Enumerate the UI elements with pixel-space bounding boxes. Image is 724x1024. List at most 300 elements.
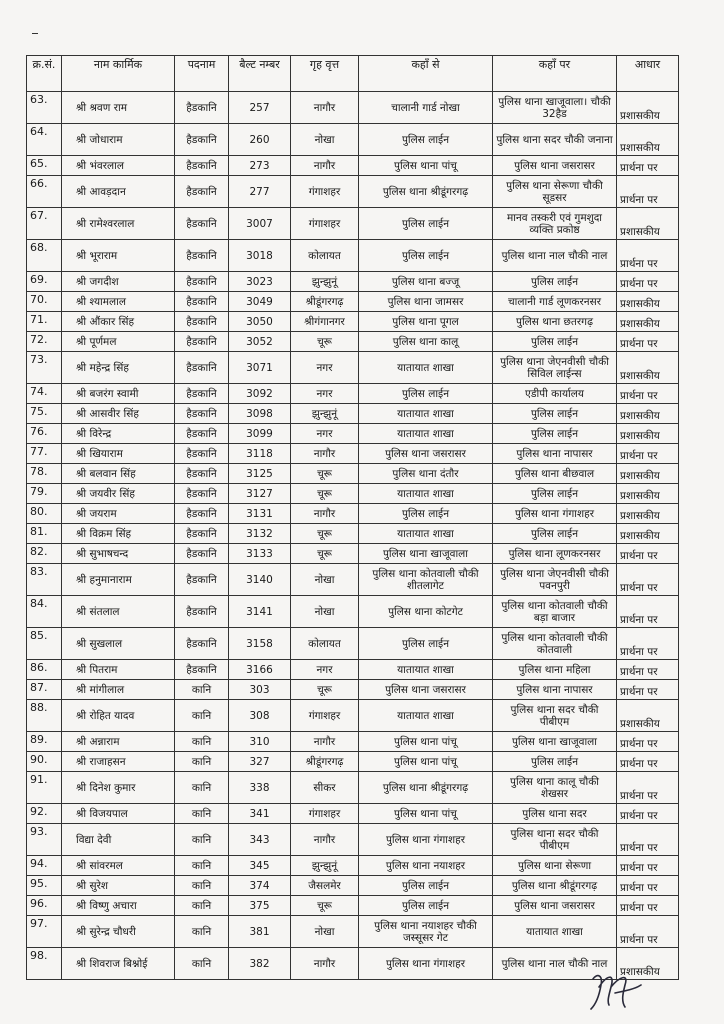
- cell-home: गंगाशहर: [291, 700, 359, 732]
- table-row: [27, 700, 679, 732]
- cell-to: पुलिस थाना गंगाशहर: [493, 504, 617, 524]
- cell-from: पुलिस थाना गंगाशहर: [359, 824, 493, 856]
- cell-post: कानि: [175, 916, 229, 948]
- cell-to: पुलिस थाना महिला: [493, 660, 617, 680]
- table-row: [27, 240, 679, 272]
- cell-basis: प्रशासकीय: [617, 504, 679, 524]
- cell-belt: 3140: [229, 564, 291, 596]
- cell-from: पुलिस थाना पांचू: [359, 156, 493, 176]
- cell-to: पुलिस थाना सदर: [493, 804, 617, 824]
- header-from: कहाँ से: [359, 56, 493, 92]
- cell-belt: 374: [229, 876, 291, 896]
- table-row: [27, 596, 679, 628]
- cell-belt: 3141: [229, 596, 291, 628]
- cell-basis: प्रार्थना पर: [617, 660, 679, 680]
- cell-to: पुलिस थाना नापासर: [493, 680, 617, 700]
- cell-from: पुलिस लाईन: [359, 896, 493, 916]
- cell-serial: 89.: [27, 732, 62, 752]
- transfer-table: [26, 55, 679, 980]
- cell-name: श्री हनुमानाराम: [62, 564, 175, 596]
- table-row: [27, 824, 679, 856]
- cell-home: नागौर: [291, 92, 359, 124]
- cell-to: चालानी गार्ड लूणकरनसर: [493, 292, 617, 312]
- cell-belt: 3099: [229, 424, 291, 444]
- cell-post: कानि: [175, 772, 229, 804]
- cell-post: हैडकानि: [175, 544, 229, 564]
- cell-home: झुन्झुनूं: [291, 404, 359, 424]
- table-row: [27, 752, 679, 772]
- cell-post: कानि: [175, 732, 229, 752]
- table-row: [27, 352, 679, 384]
- cell-to: यातायात शाखा: [493, 916, 617, 948]
- cell-basis: प्रार्थना पर: [617, 876, 679, 896]
- cell-from: पुलिस लाईन: [359, 240, 493, 272]
- cell-name: श्री सुभाषचन्द: [62, 544, 175, 564]
- scan-mark: [32, 33, 38, 34]
- cell-home: कोलायत: [291, 628, 359, 660]
- cell-post: हैडकानि: [175, 332, 229, 352]
- cell-from: पुलिस लाईन: [359, 208, 493, 240]
- cell-from: पुलिस थाना खाजूवाला: [359, 544, 493, 564]
- cell-basis: प्रार्थना पर: [617, 444, 679, 464]
- cell-basis: प्रार्थना पर: [617, 384, 679, 404]
- cell-belt: 3158: [229, 628, 291, 660]
- cell-basis: प्रार्थना पर: [617, 272, 679, 292]
- table-row: [27, 504, 679, 524]
- cell-home: श्रीगंगानगर: [291, 312, 359, 332]
- cell-to: पुलिस लाईन: [493, 332, 617, 352]
- cell-serial: 69.: [27, 272, 62, 292]
- cell-basis: प्रार्थना पर: [617, 824, 679, 856]
- cell-serial: 95.: [27, 876, 62, 896]
- cell-belt: 303: [229, 680, 291, 700]
- cell-post: हैडकानि: [175, 628, 229, 660]
- table-row: [27, 176, 679, 208]
- table-row: [27, 896, 679, 916]
- cell-name: श्री राजाहसन: [62, 752, 175, 772]
- cell-post: कानि: [175, 856, 229, 876]
- cell-post: हैडकानि: [175, 272, 229, 292]
- cell-from: यातायात शाखा: [359, 484, 493, 504]
- cell-name: श्री आसवीर सिंह: [62, 404, 175, 424]
- cell-serial: 84.: [27, 596, 62, 628]
- cell-to: पुलिस थाना सदर चौकी पीबीएम: [493, 700, 617, 732]
- cell-post: कानि: [175, 824, 229, 856]
- cell-serial: 78.: [27, 464, 62, 484]
- table-row: [27, 876, 679, 896]
- cell-from: पुलिस थाना गंगाशहर: [359, 948, 493, 980]
- cell-serial: 71.: [27, 312, 62, 332]
- cell-home: नागौर: [291, 444, 359, 464]
- cell-home: चूरू: [291, 484, 359, 504]
- cell-to: पुलिस थाना कालू चौकी शेखसर: [493, 772, 617, 804]
- cell-post: हैडकानि: [175, 240, 229, 272]
- cell-post: हैडकानि: [175, 424, 229, 444]
- table-row: [27, 272, 679, 292]
- cell-from: पुलिस थाना पांचू: [359, 752, 493, 772]
- table-row: [27, 312, 679, 332]
- cell-to: पुलिस थाना लूणकरनसर: [493, 544, 617, 564]
- cell-from: पुलिस थाना कालू: [359, 332, 493, 352]
- cell-belt: 345: [229, 856, 291, 876]
- cell-to: पुलिस थाना सेरूणा: [493, 856, 617, 876]
- cell-name: श्री बलवान सिंह: [62, 464, 175, 484]
- cell-belt: 382: [229, 948, 291, 980]
- cell-serial: 74.: [27, 384, 62, 404]
- cell-basis: प्रार्थना पर: [617, 916, 679, 948]
- table-row: [27, 564, 679, 596]
- cell-home: नगर: [291, 384, 359, 404]
- cell-name: श्री महेन्द्र सिंह: [62, 352, 175, 384]
- cell-to: पुलिस थाना नापासर: [493, 444, 617, 464]
- cell-from: पुलिस लाईन: [359, 124, 493, 156]
- cell-to: पुलिस थाना जेएनवीसी चौकी सिविल लाईन्स: [493, 352, 617, 384]
- cell-post: हैडकानि: [175, 92, 229, 124]
- cell-home: चूरू: [291, 524, 359, 544]
- cell-belt: 257: [229, 92, 291, 124]
- cell-basis: प्रार्थना पर: [617, 680, 679, 700]
- cell-name: श्री रामेश्वरलाल: [62, 208, 175, 240]
- cell-post: हैडकानि: [175, 404, 229, 424]
- cell-from: यातायात शाखा: [359, 524, 493, 544]
- cell-basis: प्रशासकीय: [617, 92, 679, 124]
- cell-from: पुलिस थाना श्रीडूंगरगढ़: [359, 772, 493, 804]
- table-row: [27, 424, 679, 444]
- cell-basis: प्रशासकीय: [617, 424, 679, 444]
- cell-basis: प्रशासकीय: [617, 464, 679, 484]
- cell-serial: 63.: [27, 92, 62, 124]
- cell-home: नोखा: [291, 124, 359, 156]
- cell-post: कानि: [175, 896, 229, 916]
- cell-belt: 3131: [229, 504, 291, 524]
- cell-from: पुलिस थाना पांचू: [359, 804, 493, 824]
- cell-serial: 88.: [27, 700, 62, 732]
- cell-name: श्री पूर्णमल: [62, 332, 175, 352]
- cell-basis: प्रशासकीय: [617, 312, 679, 332]
- cell-name: श्री बजरंग स्वामी: [62, 384, 175, 404]
- table-row: [27, 208, 679, 240]
- cell-from: यातायात शाखा: [359, 424, 493, 444]
- cell-serial: 72.: [27, 332, 62, 352]
- cell-name: श्री जयवीर सिंह: [62, 484, 175, 504]
- cell-serial: 97.: [27, 916, 62, 948]
- cell-basis: प्रार्थना पर: [617, 896, 679, 916]
- table-row: [27, 384, 679, 404]
- cell-home: नागौर: [291, 156, 359, 176]
- table-row: [27, 732, 679, 752]
- cell-from: पुलिस लाईन: [359, 876, 493, 896]
- cell-basis: प्रार्थना पर: [617, 596, 679, 628]
- cell-name: श्री मांगीलाल: [62, 680, 175, 700]
- cell-home: चूरू: [291, 544, 359, 564]
- cell-belt: 3023: [229, 272, 291, 292]
- cell-basis: प्रार्थना पर: [617, 628, 679, 660]
- cell-to: पुलिस थाना कोतवाली चौकी बड़ा बाजार: [493, 596, 617, 628]
- cell-home: नोखा: [291, 916, 359, 948]
- cell-post: हैडकानि: [175, 384, 229, 404]
- cell-from: यातायात शाखा: [359, 404, 493, 424]
- cell-home: नागौर: [291, 824, 359, 856]
- cell-to: एडीपी कार्यालय: [493, 384, 617, 404]
- cell-name: श्री श्रवण राम: [62, 92, 175, 124]
- cell-name: श्री संतलाल: [62, 596, 175, 628]
- cell-name: श्री दिनेश कुमार: [62, 772, 175, 804]
- table-row: [27, 772, 679, 804]
- cell-name: श्री जगदीश: [62, 272, 175, 292]
- cell-home: नोखा: [291, 596, 359, 628]
- table-header-row: [27, 56, 679, 92]
- cell-name: विद्या देवी: [62, 824, 175, 856]
- cell-post: हैडकानि: [175, 564, 229, 596]
- cell-belt: 327: [229, 752, 291, 772]
- cell-name: श्री विजयपाल: [62, 804, 175, 824]
- cell-from: पुलिस लाईन: [359, 504, 493, 524]
- cell-home: गंगाशहर: [291, 208, 359, 240]
- cell-from: पुलिस थाना नयाशहर: [359, 856, 493, 876]
- cell-basis: प्रशासकीय: [617, 124, 679, 156]
- header-name: नाम कार्मिक: [62, 56, 175, 92]
- cell-basis: प्रार्थना पर: [617, 804, 679, 824]
- cell-from: पुलिस लाईन: [359, 384, 493, 404]
- header-serial: क्र.सं.: [27, 56, 62, 92]
- cell-to: पुलिस थाना खाजूवाला: [493, 732, 617, 752]
- signature: [585, 965, 645, 1013]
- cell-serial: 70.: [27, 292, 62, 312]
- cell-to: पुलिस थाना जसरासर: [493, 896, 617, 916]
- cell-home: श्रीडूंगरगढ़: [291, 292, 359, 312]
- cell-basis: प्रशासकीय: [617, 484, 679, 504]
- cell-home: नागौर: [291, 504, 359, 524]
- table-row: [27, 292, 679, 312]
- cell-post: कानि: [175, 876, 229, 896]
- cell-name: श्री सुरेश: [62, 876, 175, 896]
- table-row: [27, 332, 679, 352]
- cell-from: पुलिस थाना नयाशहर चौकी जस्सूसर गेट: [359, 916, 493, 948]
- header-basis: आधार: [617, 56, 679, 92]
- cell-name: श्री जयराम: [62, 504, 175, 524]
- cell-to: पुलिस थाना खाजूवाला। चौकी 32हैड: [493, 92, 617, 124]
- cell-post: हैडकानि: [175, 660, 229, 680]
- cell-serial: 77.: [27, 444, 62, 464]
- cell-basis: प्रार्थना पर: [617, 176, 679, 208]
- cell-basis: प्रशासकीय: [617, 700, 679, 732]
- cell-to: पुलिस लाईन: [493, 424, 617, 444]
- cell-from: यातायात शाखा: [359, 352, 493, 384]
- cell-to: पुलिस लाईन: [493, 524, 617, 544]
- table-row: [27, 484, 679, 504]
- cell-belt: 3118: [229, 444, 291, 464]
- cell-home: श्रीडूंगरगढ़: [291, 752, 359, 772]
- cell-to: पुलिस लाईन: [493, 404, 617, 424]
- cell-name: श्री पितराम: [62, 660, 175, 680]
- cell-home: गंगाशहर: [291, 804, 359, 824]
- cell-serial: 92.: [27, 804, 62, 824]
- cell-belt: 3018: [229, 240, 291, 272]
- cell-home: नगर: [291, 660, 359, 680]
- cell-to: पुलिस लाईन: [493, 272, 617, 292]
- cell-serial: 81.: [27, 524, 62, 544]
- cell-basis: प्रशासकीय: [617, 404, 679, 424]
- cell-serial: 66.: [27, 176, 62, 208]
- cell-to: पुलिस लाईन: [493, 752, 617, 772]
- cell-serial: 86.: [27, 660, 62, 680]
- cell-home: नगर: [291, 424, 359, 444]
- cell-to: पुलिस थाना नाल चौकी नाल: [493, 948, 617, 980]
- cell-post: हैडकानि: [175, 292, 229, 312]
- cell-belt: 338: [229, 772, 291, 804]
- cell-serial: 87.: [27, 680, 62, 700]
- cell-to: पुलिस थाना सेरूणा चौकी सूडसर: [493, 176, 617, 208]
- cell-home: नोखा: [291, 564, 359, 596]
- cell-belt: 3125: [229, 464, 291, 484]
- header-post: पदनाम: [175, 56, 229, 92]
- cell-post: कानि: [175, 752, 229, 772]
- cell-belt: 3132: [229, 524, 291, 544]
- cell-post: हैडकानि: [175, 444, 229, 464]
- cell-name: श्री सुखलाल: [62, 628, 175, 660]
- cell-serial: 96.: [27, 896, 62, 916]
- cell-serial: 82.: [27, 544, 62, 564]
- cell-home: नगर: [291, 352, 359, 384]
- cell-to: पुलिस थाना नाल चौकी नाल: [493, 240, 617, 272]
- cell-home: चूरू: [291, 332, 359, 352]
- cell-name: श्री विरेन्द्र: [62, 424, 175, 444]
- table-row: [27, 628, 679, 660]
- cell-to: पुलिस थाना श्रीडूंगरगढ़: [493, 876, 617, 896]
- cell-from: पुलिस थाना पांचू: [359, 732, 493, 752]
- cell-serial: 90.: [27, 752, 62, 772]
- table-row: [27, 124, 679, 156]
- cell-to: पुलिस थाना छतरगढ़: [493, 312, 617, 332]
- table-row: [27, 680, 679, 700]
- cell-basis: प्रार्थना पर: [617, 752, 679, 772]
- table-row: [27, 544, 679, 564]
- cell-home: कोलायत: [291, 240, 359, 272]
- cell-belt: 277: [229, 176, 291, 208]
- table-row: [27, 804, 679, 824]
- cell-name: श्री भंवरलाल: [62, 156, 175, 176]
- cell-serial: 65.: [27, 156, 62, 176]
- cell-from: पुलिस थाना श्रीडूंगरगढ़: [359, 176, 493, 208]
- cell-to: मानव तस्करी एवं गुमशुदा व्यक्ति प्रकोष्ठ: [493, 208, 617, 240]
- cell-belt: 3127: [229, 484, 291, 504]
- cell-home: झुन्झुनूं: [291, 272, 359, 292]
- cell-post: हैडकानि: [175, 176, 229, 208]
- cell-belt: 260: [229, 124, 291, 156]
- cell-belt: 273: [229, 156, 291, 176]
- cell-from: पुलिस थाना जसरासर: [359, 680, 493, 700]
- cell-serial: 80.: [27, 504, 62, 524]
- header-to: कहाँ पर: [493, 56, 617, 92]
- cell-home: झुन्झुनूं: [291, 856, 359, 876]
- cell-serial: 67.: [27, 208, 62, 240]
- cell-name: श्री रोहित यादव: [62, 700, 175, 732]
- cell-post: हैडकानि: [175, 208, 229, 240]
- cell-serial: 91.: [27, 772, 62, 804]
- cell-from: पुलिस थाना जसरासर: [359, 444, 493, 464]
- cell-home: नागौर: [291, 948, 359, 980]
- cell-belt: 341: [229, 804, 291, 824]
- cell-post: हैडकानि: [175, 484, 229, 504]
- cell-from: पुलिस थाना जामसर: [359, 292, 493, 312]
- table-row: [27, 464, 679, 484]
- table-row: [27, 916, 679, 948]
- cell-belt: 3166: [229, 660, 291, 680]
- table-row: [27, 92, 679, 124]
- cell-to: पुलिस थाना सदर चौकी पीबीएम: [493, 824, 617, 856]
- table-row: [27, 856, 679, 876]
- cell-from: पुलिस थाना कोटगेट: [359, 596, 493, 628]
- cell-serial: 79.: [27, 484, 62, 504]
- cell-home: चूरू: [291, 464, 359, 484]
- cell-to: पुलिस थाना सदर चौकी जनाना: [493, 124, 617, 156]
- cell-name: श्री शिवराज बिश्नोई: [62, 948, 175, 980]
- cell-from: पुलिस थाना पूगल: [359, 312, 493, 332]
- cell-home: नागौर: [291, 732, 359, 752]
- cell-serial: 83.: [27, 564, 62, 596]
- cell-belt: 3007: [229, 208, 291, 240]
- cell-post: कानि: [175, 948, 229, 980]
- cell-basis: प्रार्थना पर: [617, 856, 679, 876]
- cell-basis: प्रशासकीय: [617, 208, 679, 240]
- cell-name: श्री सांवरमल: [62, 856, 175, 876]
- cell-serial: 85.: [27, 628, 62, 660]
- cell-from: चालानी गार्ड नोखा: [359, 92, 493, 124]
- cell-belt: 375: [229, 896, 291, 916]
- cell-home: चूरू: [291, 896, 359, 916]
- cell-basis: प्रार्थना पर: [617, 544, 679, 564]
- cell-post: हैडकानि: [175, 312, 229, 332]
- cell-basis: प्रार्थना पर: [617, 156, 679, 176]
- cell-name: श्री औंकार सिंह: [62, 312, 175, 332]
- table-row: [27, 444, 679, 464]
- cell-to: पुलिस थाना जसरासर: [493, 156, 617, 176]
- cell-serial: 93.: [27, 824, 62, 856]
- cell-post: हैडकानि: [175, 524, 229, 544]
- cell-basis: प्रशासकीय: [617, 352, 679, 384]
- cell-home: सीकर: [291, 772, 359, 804]
- cell-basis: प्रार्थना पर: [617, 772, 679, 804]
- cell-name: श्री सुरेन्द्र चौधरी: [62, 916, 175, 948]
- cell-belt: 3071: [229, 352, 291, 384]
- cell-name: श्री विक्रम सिंह: [62, 524, 175, 544]
- cell-belt: 381: [229, 916, 291, 948]
- cell-name: श्री आवड़दान: [62, 176, 175, 208]
- cell-belt: 3092: [229, 384, 291, 404]
- cell-to: पुलिस थाना जेएनवीसी चौकी पवनपुरी: [493, 564, 617, 596]
- cell-to: पुलिस थाना बीछवाल: [493, 464, 617, 484]
- cell-to: पुलिस थाना कोतवाली चौकी कोतवाली: [493, 628, 617, 660]
- table-row: [27, 156, 679, 176]
- cell-basis: प्रशासकीय: [617, 948, 679, 980]
- cell-post: कानि: [175, 680, 229, 700]
- cell-name: श्री विष्णु अचारा: [62, 896, 175, 916]
- cell-from: यातायात शाखा: [359, 700, 493, 732]
- table-row: [27, 948, 679, 980]
- cell-belt: 3133: [229, 544, 291, 564]
- header-home: गृह वृत्त: [291, 56, 359, 92]
- table-row: [27, 524, 679, 544]
- cell-serial: 75.: [27, 404, 62, 424]
- cell-post: हैडकानि: [175, 504, 229, 524]
- cell-basis: प्रशासकीय: [617, 292, 679, 312]
- cell-belt: 343: [229, 824, 291, 856]
- table-row: [27, 660, 679, 680]
- cell-belt: 3050: [229, 312, 291, 332]
- cell-belt: 308: [229, 700, 291, 732]
- cell-to: पुलिस लाईन: [493, 484, 617, 504]
- cell-serial: 94.: [27, 856, 62, 876]
